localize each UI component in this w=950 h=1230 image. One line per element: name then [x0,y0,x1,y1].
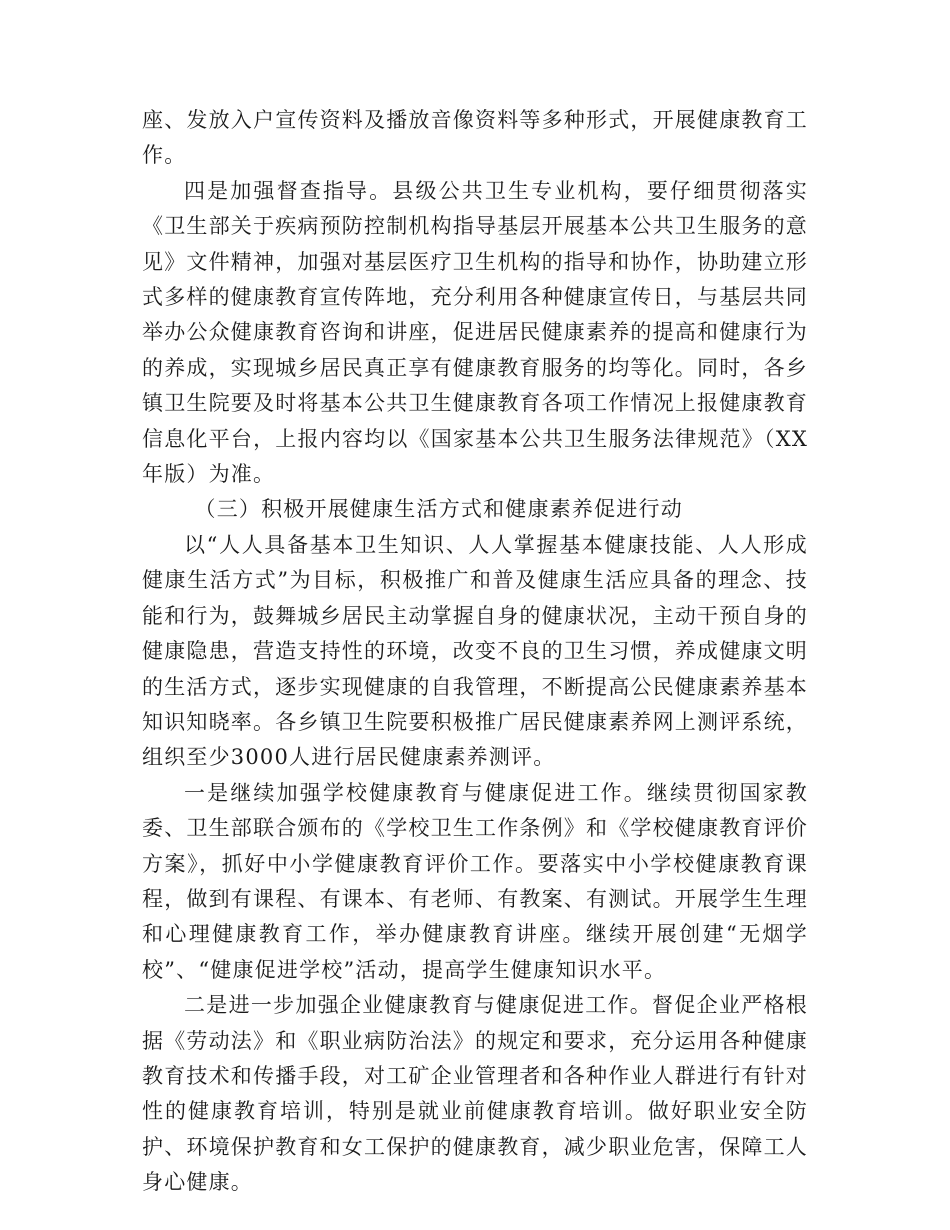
paragraph-goal: 以“人人具备基本卫生知识、人人掌握基本健康技能、人人形成健康生活方式”为目标，积极推广和普及健康生活应具备的理念、技能和行为，鼓舞城乡居民主动掌握自身的健康状况，主动干预自身的健康隐患，营造支持性的环境，改变不良的卫生习惯，养成健康文明的生活方式，逐步实现健康的自我管理，不断提高公民健康素养基本知识知晓率。各乡镇卫生院要积极推广居民健康素养网上测评系统，组织至少3000人进行居民健康素养测评。 [142,532,808,770]
document-body [142,103,808,1201]
paragraph-enterprise: 二是进一步加强企业健康教育与健康促进工作。督促企业严格根据《劳动法》和《职业病防治法》的规定和要求，充分运用各种健康教育技术和传播手段，对工矿企业管理者和各种作业人群进行有针对性的健康教育培训，特别是就业前健康教育培训。做好职业安全防护、环境保护教育和女工保护的健康教育，减少职业危害，保障工人身心健康。 [142,993,808,1195]
paragraph-supervision: 四是加强督查指导。县级公共卫生专业机构，要仔细贯彻落实《卫生部关于疾病预防控制机构指导基层开展基本公共卫生服务的意见》文件精神，加强对基层医疗卫生机构的指导和协作，协助建立形式多样的健康教育宣传阵地，充分利用各种健康宣传日，与基层共同举办公众健康教育咨询和讲座，促进居民健康素养的提高和健康行为的养成，实现城乡居民真正享有健康教育服务的均等化。同时，各乡镇卫生院要及时将基本公共卫生健康教育各项工作情况上报健康教育信息化平台，上报内容均以《国家基本公共卫生服务法律规范》（XX年版）为准。 [142,178,808,487]
paragraph-school: 一是继续加强学校健康教育与健康促进工作。继续贯彻国家教委、卫生部联合颁布的《学校卫生工作条例》和《学校健康教育评价方案》，抓好中小学健康教育评价工作。要落实中小学校健康教育课程，做到有课程、有课本、有老师、有教案、有测试。开展学生生理和心理健康教育工作，举办健康教育讲座。继续开展创建“无烟学校”、“健康促进学校”活动，提高学生健康知识水平。 [142,780,808,982]
paragraph-continuation: 座、发放入户宣传资料及播放音像资料等多种形式，开展健康教育工作。 [142,108,808,168]
section-heading-3: （三）积极开展健康生活方式和健康素养促进行动 [194,497,683,522]
